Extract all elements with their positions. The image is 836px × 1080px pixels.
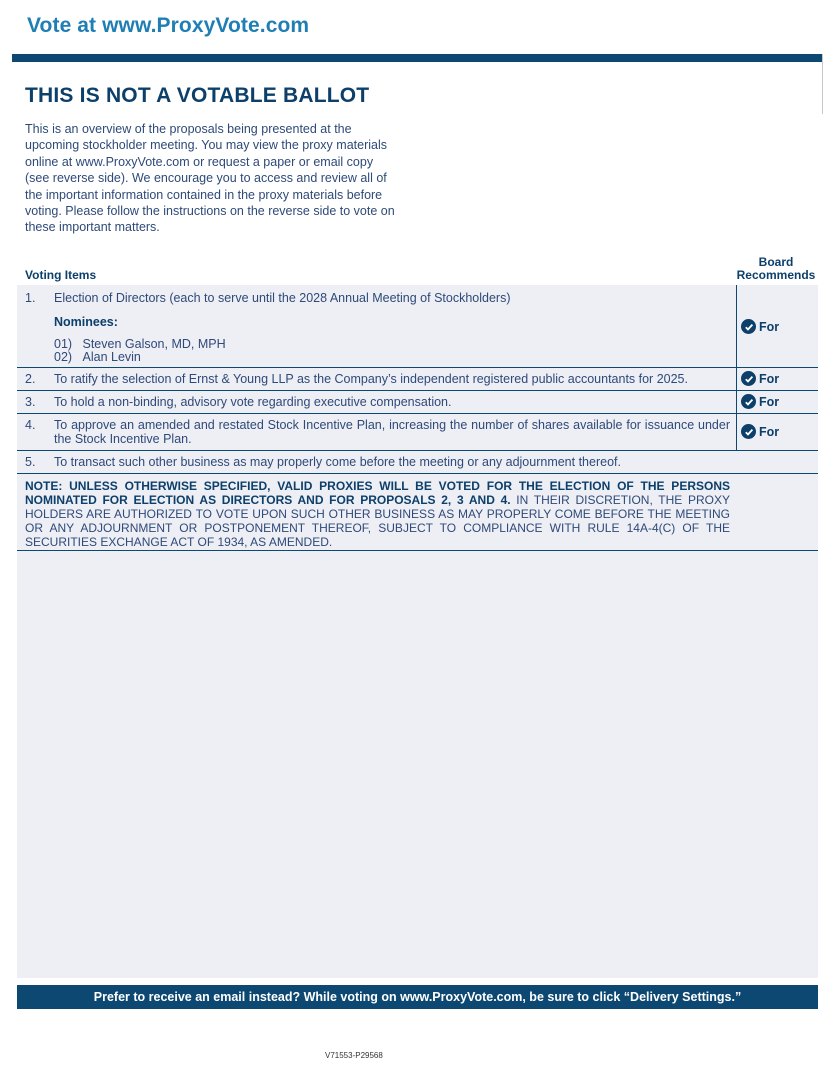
nominee-name: Alan Levin xyxy=(82,350,141,364)
item-text: Election of Directors (each to serve until the 2028 Annual Meeting of Stockholders) xyxy=(54,291,511,305)
voting-item-5 xyxy=(17,451,818,474)
item-number: 1. xyxy=(25,291,36,305)
voting-item-3 xyxy=(17,391,818,414)
nominees-label: Nominees: xyxy=(54,315,118,329)
header-divider xyxy=(12,54,823,62)
note-divider xyxy=(17,550,818,551)
nominee-name: Steven Galson, MD, MPH xyxy=(82,337,226,351)
recommendation-cell xyxy=(736,414,819,450)
nominee-2 xyxy=(54,350,730,364)
nominee-number: 01) xyxy=(54,337,73,351)
page-edge-line xyxy=(822,54,823,114)
recommendation-label: For xyxy=(759,394,780,409)
voting-items-header: Voting Items xyxy=(25,268,97,282)
recommendation-label: For xyxy=(759,424,780,439)
check-circle-icon xyxy=(741,319,756,334)
item-number: 2. xyxy=(25,372,36,386)
banner-text: Prefer to receive an email instead? While voting on www.ProxyVote.com, be sure to click “Delivery Settings.” xyxy=(93,990,742,1004)
item-number: 5. xyxy=(25,455,36,469)
board-header-line1: Board xyxy=(758,255,794,269)
board-recommends-header xyxy=(736,256,816,282)
voting-item-4 xyxy=(17,414,818,451)
check-circle-icon xyxy=(741,394,756,409)
item-text: To transact such other business as may properly come before the meeting or any adjournment thereof. xyxy=(54,455,621,469)
recommendation-label: For xyxy=(759,319,780,334)
intro-paragraph: This is an overview of the proposals being presented at the upcoming stockholder meeting. You may view the proxy materials online at www.ProxyVote.com or request a paper or email copy (see reverse side). We encourage you to access and review all of the important information contained in the proxy materials before voting. Please follow the instructions on the reverse side to vote on these important matters. xyxy=(25,122,395,235)
check-circle-icon xyxy=(741,371,756,386)
item-number: 4. xyxy=(25,418,36,432)
page-title: THIS IS NOT A VOTABLE BALLOT xyxy=(25,84,370,107)
control-number: V71553-P29568 xyxy=(325,1051,383,1060)
item-text: To approve an amended and restated Stock Incentive Plan, increasing the number of shares available for issuance under the Stock Incentive Plan. xyxy=(54,418,730,446)
board-header-line2: Recommends xyxy=(736,268,816,282)
item-text: To ratify the selection of Ernst & Young LLP as the Company’s independent registered public accountants for 2025. xyxy=(54,372,688,386)
recommendation-cell xyxy=(736,368,819,390)
header-title: Vote at www.ProxyVote.com xyxy=(27,14,310,37)
delivery-settings-banner xyxy=(17,985,818,1009)
note-regular: IN THEIR DISCRETION, THE PROXY HOLDERS ARE AUTHORIZED TO VOTE UPON SUCH OTHER BUSINESS AS MAY PROPERLY COME BEFORE THE MEETING OR ANY ADJOURNMENT OR POSTPONEMENT THEREOF, SUBJECT TO COMPLIANCE WITH RULE 14A-4(C) OF THE SECURITIES EXCHANGE ACT OF 1934, AS AMENDED. xyxy=(25,493,730,549)
nominee-number: 02) xyxy=(54,350,73,364)
voting-item-1 xyxy=(17,285,818,368)
recommendation-cell xyxy=(736,285,819,367)
recommendation-cell xyxy=(736,391,819,413)
recommendation-label: For xyxy=(759,371,780,386)
note-bold: NOTE: UNLESS OTHERWISE SPECIFIED, VALID PROXIES WILL BE VOTED FOR THE ELECTION OF THE PERSONS NOMINATED FOR ELECTION AS DIRECTORS AND FOR PROPOSALS 2, 3 AND 4. xyxy=(25,479,730,507)
voting-item-2 xyxy=(17,368,818,391)
item-number: 3. xyxy=(25,395,36,409)
ballot-note xyxy=(25,479,730,549)
check-circle-icon xyxy=(741,424,756,439)
nominee-1 xyxy=(54,337,730,351)
item-text: To hold a non-binding, advisory vote regarding executive compensation. xyxy=(54,395,452,409)
